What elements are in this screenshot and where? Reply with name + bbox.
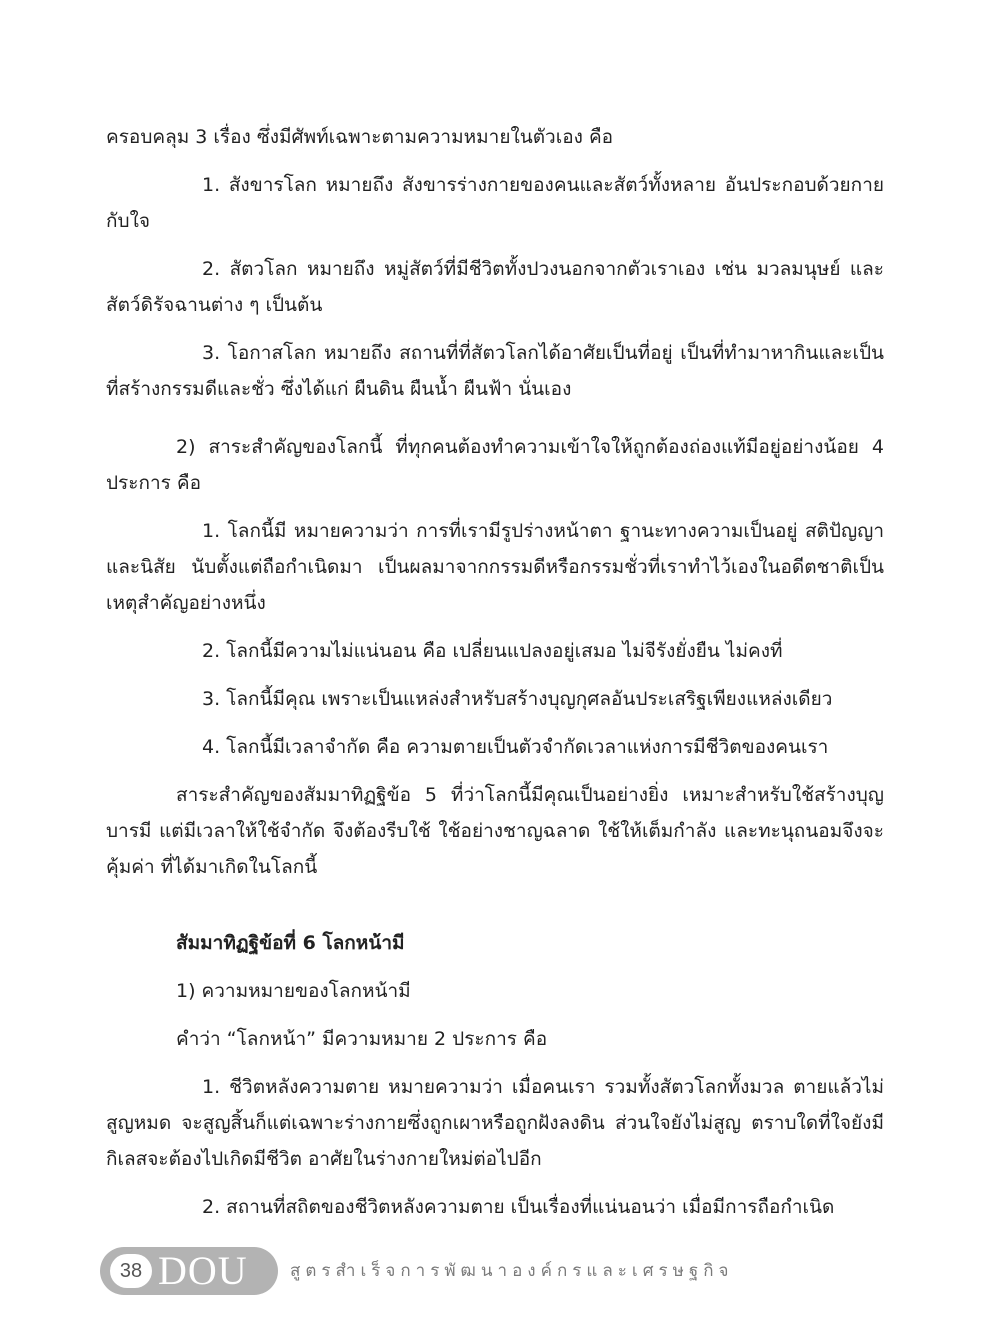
section-heading: สัมมาทิฏฐิข้อที่ 6 โลกหน้ามี [176, 932, 405, 954]
summary-paragraph: สาระสำคัญของสัมมาทิฏฐิข้อ 5 ที่ว่าโลกนี้มีคุณเป็นอย่างยิ่ง เหมาะสำหรับใช้สร้างบุญบารมี แต่มีเวลาให้ใช้จำกัด จึงต้องรีบใช้ ใช้อย่างชาญฉลาด ใช้ให้เต็มกำลัง และทะนุถนอมจึงจะคุ้มค่า ที่ได้มาเกิดในโลกนี้ [106, 784, 884, 878]
list-item-sankhara-loka: 1. สังขารโลก หมายถึง สังขารร่างกายของคนและสัตว์ทั้งหลาย อันประกอบด้วยกายกับใจ [106, 174, 884, 232]
list-item-world-limited-time: 4. โลกนี้มีเวลาจำกัด คือ ความตายเป็นตัวจำกัดเวลาแห่งการมีชีวิตของคนเรา [202, 736, 829, 758]
book-title: สูตรสำเร็จการพัฒนาองค์กรและเศรษฐกิจ [290, 1261, 734, 1281]
list-item-world-valuable: 3. โลกนี้มีคุณ เพราะเป็นแหล่งสำหรับสร้างบุญกุศลอันประเสริฐเพียงแหล่งเดียว [202, 688, 833, 710]
dou-badge [100, 1247, 278, 1295]
list-item-life-after-death: 1. ชีวิตหลังความตาย หมายความว่า เมื่อคนเรา รวมทั้งสัตวโลกทั้งมวล ตายแล้วไม่สูญหมด จะสูญสิ้นก็แต่เฉพาะร่างกายซึ่งถูกเผาหรือถูกฝังลงดิน ส่วนใจยังไม่สูญ ตราบใดที่ใจยังมีกิเลสจะต้องไปเกิดมีชีวิต อาศัยในร่างกายใหม่ต่อไปอีก [106, 1076, 884, 1170]
subsection-title: 1) ความหมายของโลกหน้ามี [176, 980, 411, 1002]
list-item-world-uncertain: 2. โลกนี้มีความไม่แน่นอน คือ เปลี่ยนแปลงอยู่เสมอ ไม่จีรังยั่งยืน ไม่คงที่ [202, 640, 783, 662]
page-footer [100, 1247, 900, 1297]
dou-logo: DOU [158, 1248, 248, 1293]
body-text [106, 119, 884, 1225]
list-item-okasa-loka: 3. โอกาสโลก หมายถึง สถานที่ที่สัตวโลกได้อาศัยเป็นที่อยู่ เป็นที่ทำมาหากินและเป็นที่สร้างกรรมดีและชั่ว ซึ่งได้แก่ ผืนดิน ผืนน้ำ ผืนฟ้า นั่นเอง [106, 342, 884, 400]
definition-intro: คำว่า “โลกหน้า” มีความหมาย 2 ประการ คือ [176, 1028, 548, 1050]
section-essence-this-world: 2) สาระสำคัญของโลกนี้ ที่ทุกคนต้องทำความเข้าใจให้ถูกต้องถ่องแท้มีอยู่อย่างน้อย 4 ประการ คือ [106, 436, 884, 494]
list-item-afterlife-place: 2. สถานที่สถิตของชีวิตหลังความตาย เป็นเรื่องที่แน่นอนว่า เมื่อมีการถือกำเนิด [202, 1196, 835, 1218]
list-item-world-exists: 1. โลกนี้มี หมายความว่า การที่เรามีรูปร่างหน้าตา ฐานะทางความเป็นอยู่ สติปัญญาและนิสัย นับตั้งแต่ถือกำเนิดมา เป็นผลมาจากกรรมดีหรือกรรมชั่วที่เราทำไว้เองในอดีตชาติเป็นเหตุสำคัญอย่างหนึ่ง [106, 520, 884, 614]
paragraph-continuation: ครอบคลุม 3 เรื่อง ซึ่งมีศัพท์เฉพาะตามความหมายในตัวเอง คือ [106, 126, 614, 148]
list-item-satta-loka: 2. สัตวโลก หมายถึง หมู่สัตว์ที่มีชีวิตทั้งปวงนอกจากตัวเราเอง เช่น มวลมนุษย์ และสัตว์ดิรัจฉานต่าง ๆ เป็นต้น [106, 258, 884, 316]
page-number: 38 [110, 1254, 152, 1288]
